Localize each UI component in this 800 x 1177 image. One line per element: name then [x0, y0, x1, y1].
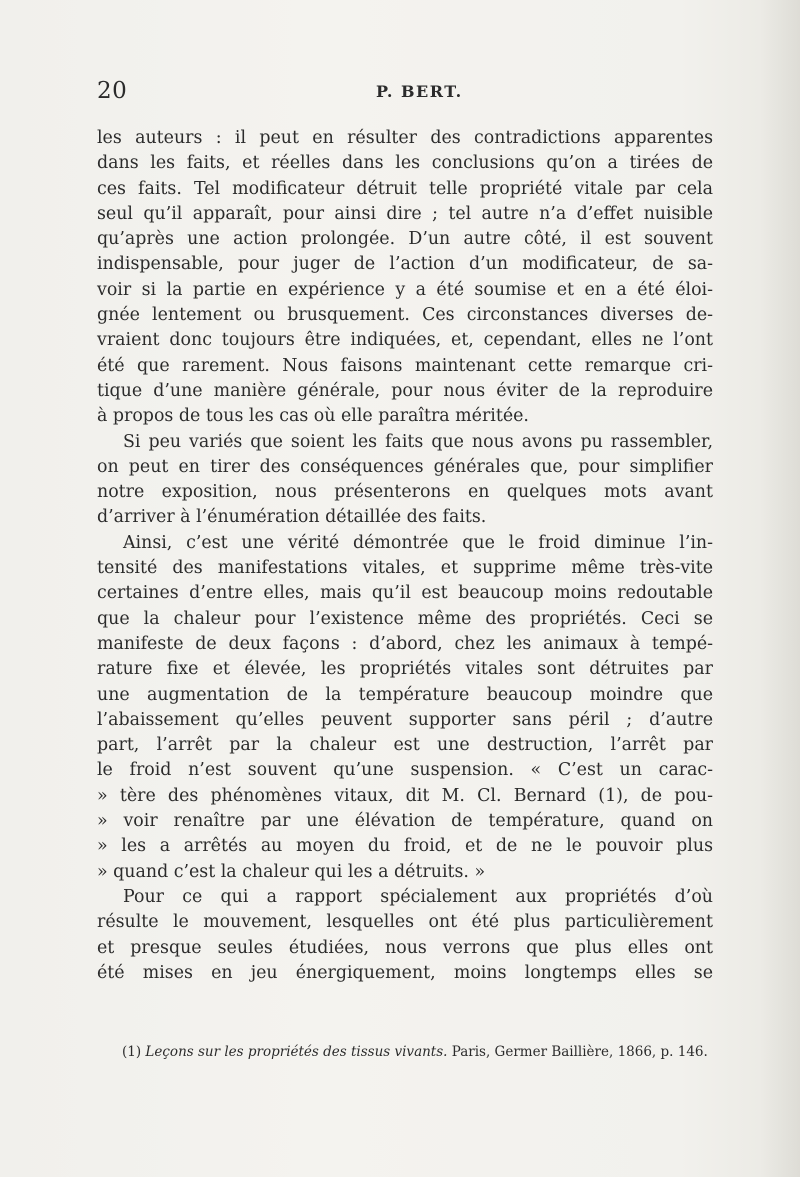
- text-line: voir si la partie en expérience y a été soumise et en a été éloi-: [97, 279, 713, 300]
- text-line: une augmentation de la température beaucoup moindre que: [97, 684, 713, 705]
- text-line: les auteurs : il peut en résulter des contradictions apparentes: [97, 128, 713, 148]
- text-line: et presque seules étudiées, nous verrons que plus elles ont: [97, 937, 713, 958]
- text-line: Pour ce qui a rapport spécialement aux propriétés d’où: [123, 886, 713, 907]
- text-line: part, l’arrêt par la chaleur est une destruction, l’arrêt par: [97, 735, 713, 756]
- page-header: [97, 78, 713, 108]
- text-line: on peut en tirer des conséquences générales que, pour simplifier: [97, 456, 713, 477]
- text-line: rature fixe et élevée, les propriétés vitales sont détruites par: [97, 659, 713, 680]
- text-line: vraient donc toujours être indiquées, et, cependant, elles ne l’ont: [97, 330, 713, 351]
- text-line: à propos de tous les cas où elle paraîtra méritée.: [97, 406, 529, 427]
- text-line: l’abaissement qu’elles peuvent supporter sans péril ; d’autre: [97, 709, 713, 730]
- page-number: 20: [97, 78, 128, 104]
- footnote-marker: (1): [122, 1044, 146, 1060]
- footnote-title: Leçons sur les propriétés des tissus vivants.: [145, 1044, 448, 1060]
- footnote: [122, 1044, 714, 1060]
- text-line: dans les faits, et réelles dans les conclusions qu’on a tirées de: [97, 153, 713, 174]
- text-line: résulte le mouvement, lesquelles ont été plus particulièrement: [97, 912, 713, 933]
- text-line: le froid n’est souvent qu’une suspension. « C’est un carac-: [97, 760, 713, 781]
- text-line: été que rarement. Nous faisons maintenant cette remarque cri-: [97, 355, 713, 376]
- text-line: Si peu variés que soient les faits que nous avons pu rassembler,: [123, 431, 713, 452]
- text-line: tensité des manifestations vitales, et supprime même très-vite: [97, 558, 713, 579]
- text-line: tique d’une manière générale, pour nous éviter de la reproduire: [97, 380, 713, 401]
- text-line: qu’après une action prolongée. D’un autre côté, il est souvent: [97, 229, 713, 250]
- text-line: certaines d’entre elles, mais qu’il est beaucoup moins redoutable: [97, 583, 713, 604]
- text-line: que la chaleur pour l’existence même des propriétés. Ceci se: [97, 608, 713, 629]
- text-line: notre exposition, nous présenterons en quelques mots avant: [97, 482, 713, 503]
- text-line: été mises en jeu énergiquement, moins longtemps elles se: [97, 962, 713, 983]
- text-line: d’arriver à l’énumération détaillée des faits.: [97, 507, 487, 528]
- text-line: seul qu’il apparaît, pour ainsi dire ; tel autre n’a d’effet nuisible: [97, 203, 713, 224]
- body-text: [97, 126, 713, 986]
- text-line: » tère des phénomènes vitaux, dit M. Cl. Bernard (1), de pou-: [97, 785, 713, 806]
- page-edge-shadow: [760, 0, 800, 1177]
- text-line: gnée lentement ou brusquement. Ces circonstances diverses de-: [97, 305, 713, 326]
- text-line: » quand c’est la chaleur qui les a détruits. »: [97, 861, 486, 882]
- text-line: » voir renaître par une élévation de température, quand on: [97, 811, 713, 832]
- text-line: ces faits. Tel modificateur détruit telle propriété vitale par cela: [97, 178, 713, 199]
- text-line: » les a arrêtés au moyen du froid, et de ne le pouvoir plus: [97, 836, 713, 857]
- text-line: manifeste de deux façons : d’abord, chez les animaux à tempé-: [97, 633, 713, 654]
- text-line: Ainsi, c’est une vérité démontrée que le froid diminue l’in-: [123, 532, 713, 553]
- running-head: P. BERT.: [376, 82, 463, 101]
- footnote-citation: Paris, Germer Baillière, 1866, p. 146.: [447, 1044, 708, 1060]
- text-line: indispensable, pour juger de l’action d’un modificateur, de sa-: [97, 254, 713, 275]
